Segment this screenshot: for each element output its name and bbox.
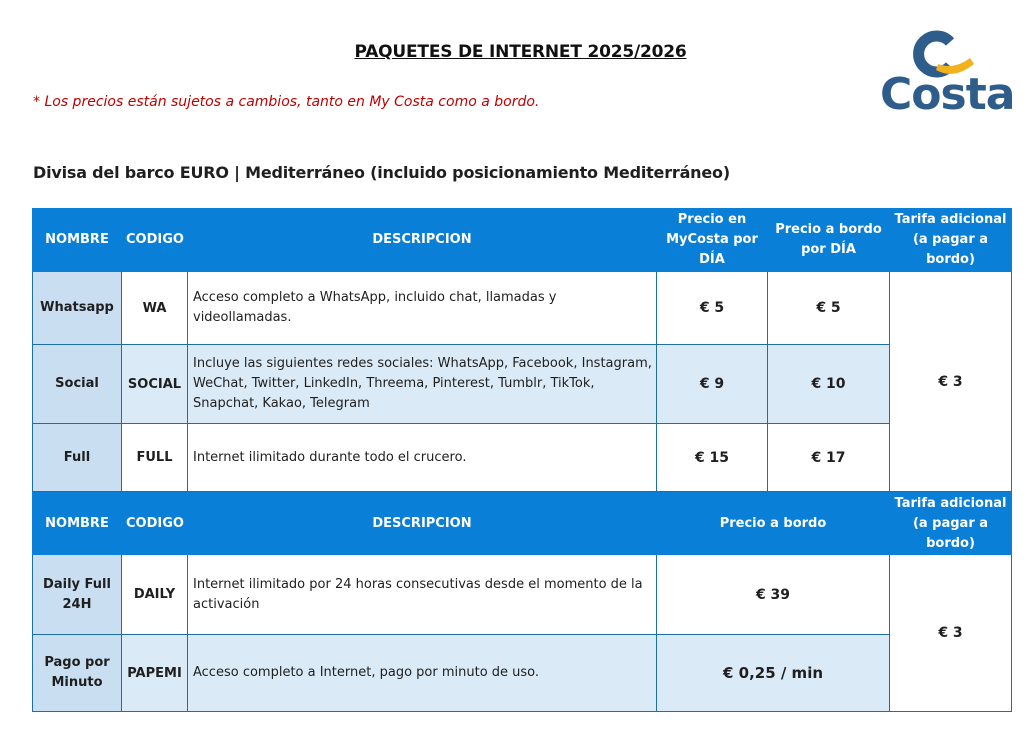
package-name: Social	[33, 345, 122, 424]
col-header-name: NOMBRE	[33, 209, 122, 272]
logo-wordmark: Costa	[880, 69, 1015, 120]
table-row	[33, 345, 1012, 424]
price-onboard: € 10	[768, 345, 890, 424]
package-description: Acceso completo a WhatsApp, incluido chat, llamadas y videollamadas.	[188, 272, 657, 345]
package-code: DAILY	[122, 555, 188, 635]
costa-logo	[876, 20, 1016, 120]
package-name: Pago por Minuto	[33, 635, 122, 712]
col-header-price-mycosta: Precio en MyCosta por DÍA	[657, 209, 768, 272]
table-header-row	[33, 493, 1012, 555]
col-header-description: DESCRIPCION	[188, 493, 657, 555]
package-name: Full	[33, 424, 122, 492]
price-onboard: € 39	[657, 555, 890, 635]
price-onboard: € 17	[768, 424, 890, 492]
price-mycosta: € 5	[657, 272, 768, 345]
table-row	[33, 635, 1012, 712]
table-row	[33, 424, 1012, 492]
package-code: SOCIAL	[122, 345, 188, 424]
price-mycosta: € 15	[657, 424, 768, 492]
package-name: Daily Full 24H	[33, 555, 122, 635]
section-title: Divisa del barco EURO | Mediterráneo (incluido posicionamiento Mediterráneo)	[33, 163, 730, 182]
packages-table-daily	[32, 208, 1012, 492]
col-header-name: NOMBRE	[33, 493, 122, 555]
col-header-price-onboard: Precio a bordo	[657, 493, 890, 555]
price-disclaimer: * Los precios están sujetos a cambios, tanto en My Costa como a bordo.	[33, 94, 540, 110]
package-name: Whatsapp	[33, 272, 122, 345]
col-header-extra-fee: Tarifa adicional (a pagar a bordo)	[890, 209, 1012, 272]
col-header-extra-fee: Tarifa adicional (a pagar a bordo)	[890, 493, 1012, 555]
table-row	[33, 272, 1012, 345]
col-header-code: CODIGO	[122, 493, 188, 555]
packages-table-onboard	[32, 492, 1012, 712]
package-description: Acceso completo a Internet, pago por minuto de uso.	[188, 635, 657, 712]
col-header-code: CODIGO	[122, 209, 188, 272]
col-header-description: DESCRIPCION	[188, 209, 657, 272]
page-title: PAQUETES DE INTERNET 2025/2026	[354, 42, 687, 62]
table-header-row	[33, 209, 1012, 272]
package-code: PAPEMI	[122, 635, 188, 712]
col-header-price-onboard: Precio a bordo por DÍA	[768, 209, 890, 272]
price-onboard: € 0,25 / min	[657, 635, 890, 712]
package-code: WA	[122, 272, 188, 345]
package-code: FULL	[122, 424, 188, 492]
package-description: Internet ilimitado por 24 horas consecutivas desde el momento de la activación	[188, 555, 657, 635]
package-description: Internet ilimitado durante todo el crucero.	[188, 424, 657, 492]
extra-fee: € 3	[890, 272, 1012, 492]
price-mycosta: € 9	[657, 345, 768, 424]
extra-fee: € 3	[890, 555, 1012, 712]
price-onboard: € 5	[768, 272, 890, 345]
package-description: Incluye las siguientes redes sociales: WhatsApp, Facebook, Instagram, WeChat, Twitter, LinkedIn, Threema, Pinterest, Tumblr, TikTok, Snapchat, Kakao, Telegram	[188, 345, 657, 424]
table-row	[33, 555, 1012, 635]
